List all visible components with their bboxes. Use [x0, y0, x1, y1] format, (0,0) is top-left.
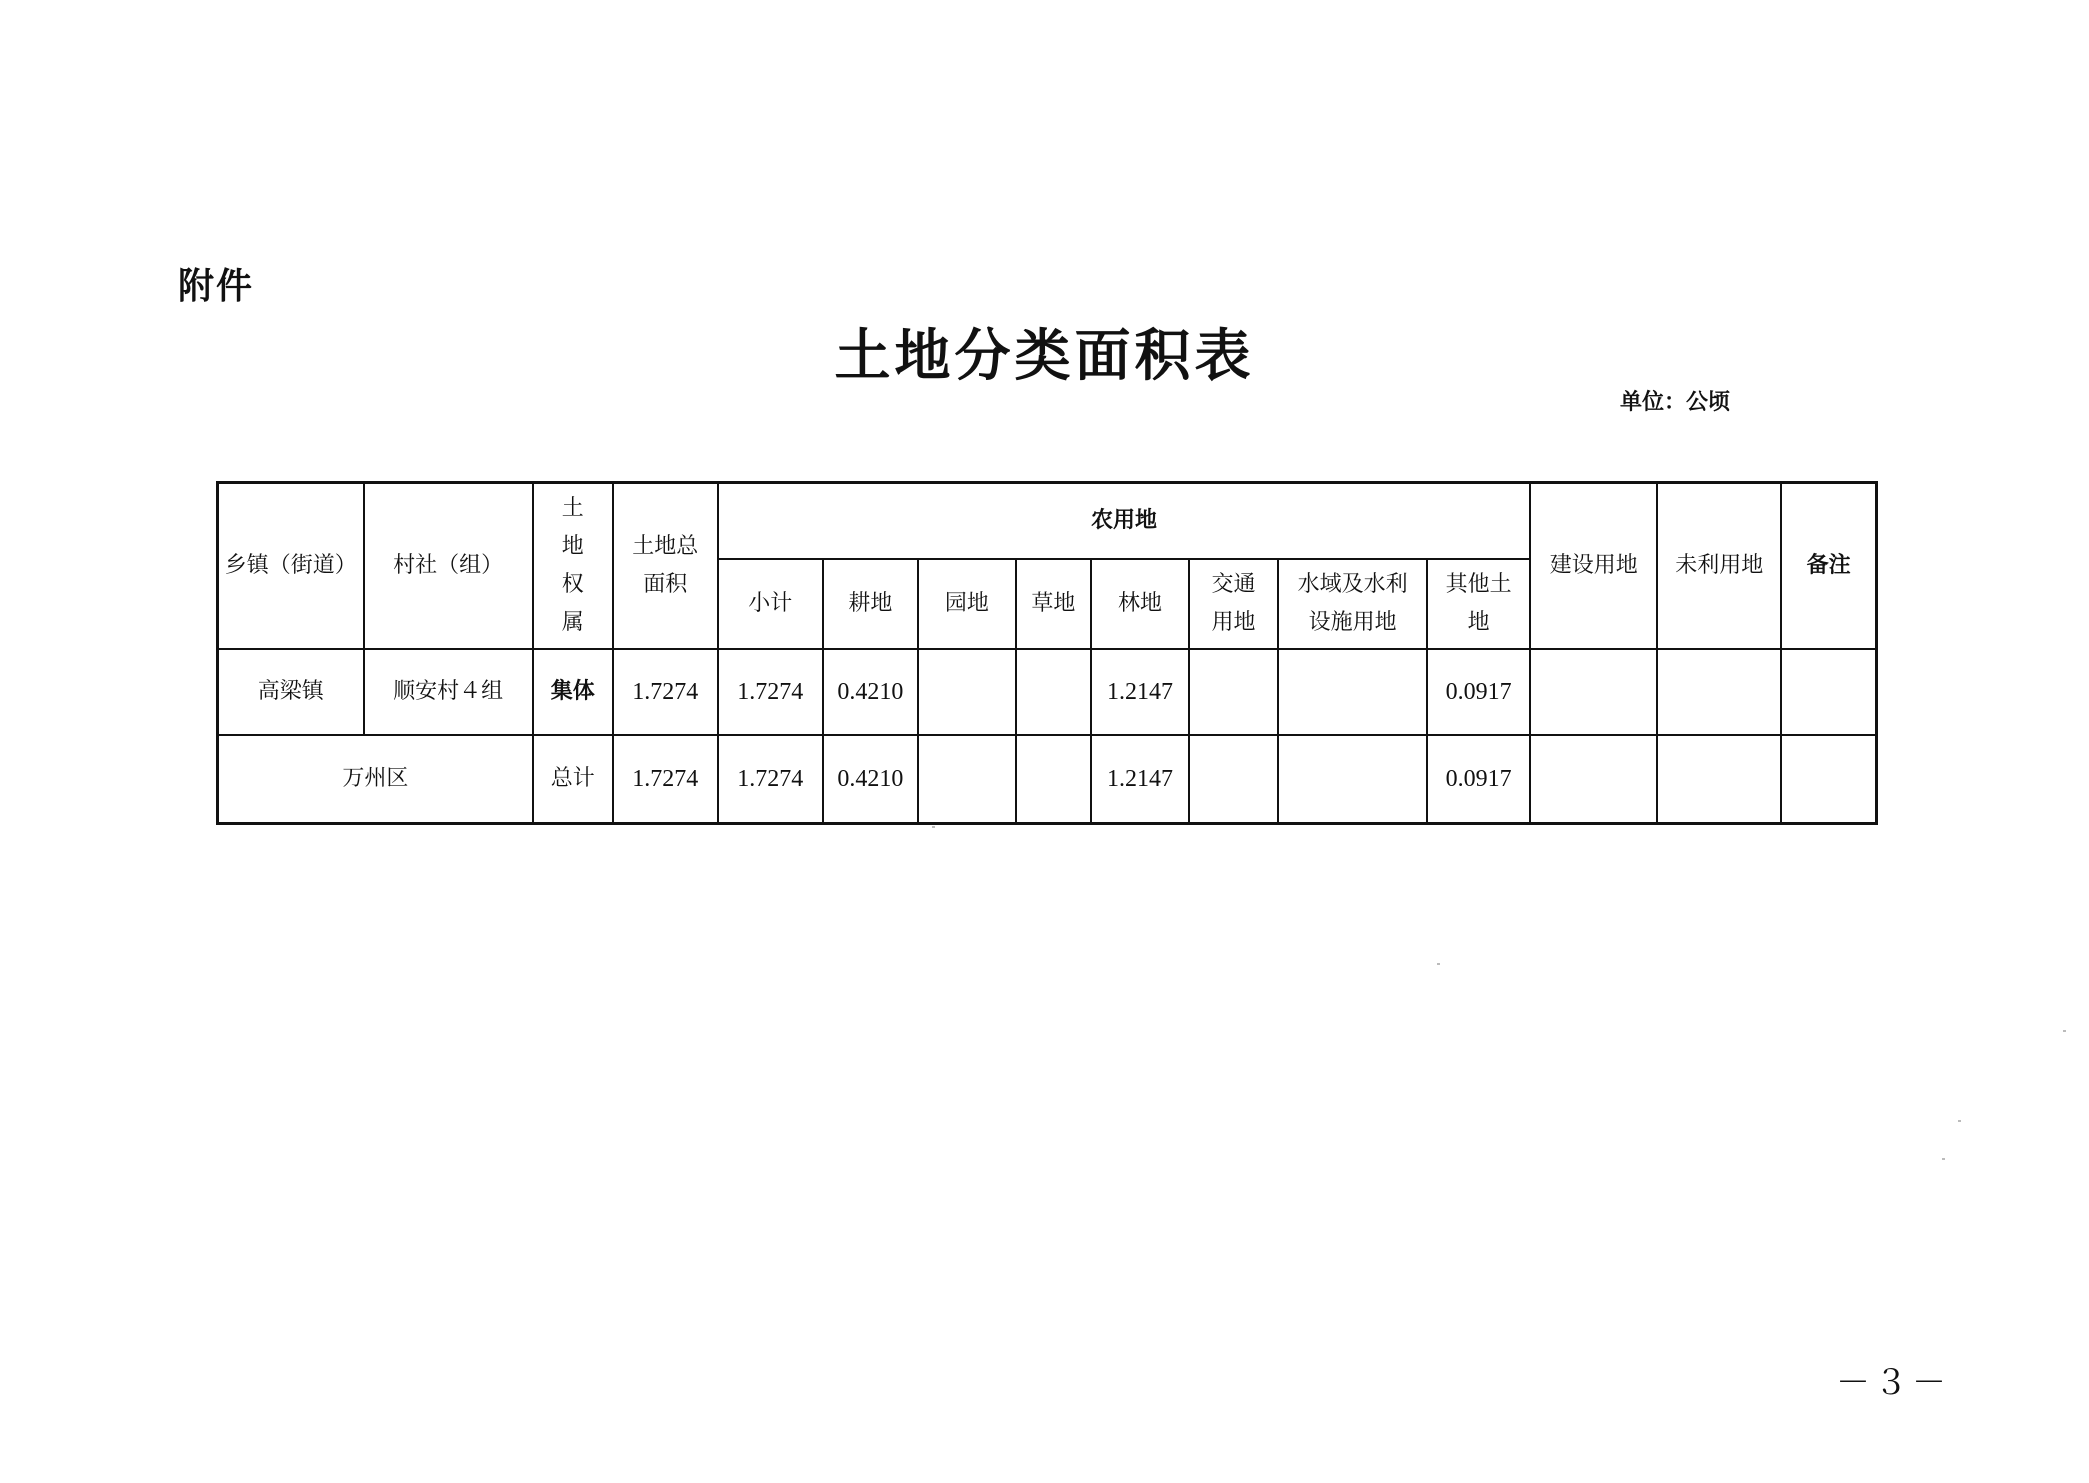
cell-transport	[1189, 649, 1278, 735]
cell-total-total-area: 1.7274	[613, 735, 718, 824]
header-grassland: 草地	[1016, 559, 1091, 649]
cell-total-cultivated: 0.4210	[823, 735, 918, 824]
cell-total-grassland	[1016, 735, 1091, 824]
cell-total-area: 1.7274	[613, 649, 718, 735]
cell-grassland	[1016, 649, 1091, 735]
header-transport: 交通用地	[1189, 559, 1278, 649]
cell-remarks	[1781, 649, 1876, 735]
header-subtotal: 小计	[718, 559, 823, 649]
cell-cultivated: 0.4210	[823, 649, 918, 735]
header-total-area: 土地总面积	[613, 483, 718, 650]
header-forest: 林地	[1091, 559, 1189, 649]
cell-total-subtotal: 1.7274	[718, 735, 823, 824]
cell-ownership: 集体	[533, 649, 613, 735]
cell-total-garden	[918, 735, 1016, 824]
cell-subtotal: 1.7274	[718, 649, 823, 735]
header-village: 村社（组）	[364, 483, 533, 650]
scan-speck	[1942, 1158, 1945, 1160]
land-classification-table	[216, 481, 1878, 825]
cell-total-label: 总计	[533, 735, 613, 824]
cell-village: 顺安村４组	[364, 649, 533, 735]
page-number: －３－	[1836, 1363, 1950, 1403]
header-ownership: 土地权属	[533, 483, 613, 650]
cell-total-forest: 1.2147	[1091, 735, 1189, 824]
header-row-1	[218, 483, 1877, 560]
cell-unused	[1657, 649, 1781, 735]
table-row	[218, 649, 1877, 735]
header-township: 乡镇（街道）	[218, 483, 364, 650]
cell-total-remarks	[1781, 735, 1876, 824]
cell-water	[1278, 649, 1427, 735]
cell-total-water	[1278, 735, 1427, 824]
header-remarks: 备注	[1781, 483, 1876, 650]
scan-speck	[1437, 963, 1440, 965]
cell-total-transport	[1189, 735, 1278, 824]
cell-other: 0.0917	[1427, 649, 1530, 735]
header-cultivated: 耕地	[823, 559, 918, 649]
scan-speck	[1958, 1120, 1961, 1122]
page-title: 土地分类面积表	[834, 323, 1255, 389]
scan-speck	[932, 826, 935, 828]
cell-construction	[1530, 649, 1657, 735]
header-unused: 未利用地	[1657, 483, 1781, 650]
cell-total-unused	[1657, 735, 1781, 824]
cell-district: 万州区	[218, 735, 533, 824]
header-garden: 园地	[918, 559, 1016, 649]
cell-total-construction	[1530, 735, 1657, 824]
total-row	[218, 735, 1877, 824]
cell-garden	[918, 649, 1016, 735]
scan-speck	[2063, 1030, 2066, 1032]
header-other: 其他土地	[1427, 559, 1530, 649]
unit-label: 单位：公顷	[1620, 390, 1731, 415]
attachment-label: 附件	[178, 266, 255, 307]
cell-township: 高梁镇	[218, 649, 364, 735]
cell-forest: 1.2147	[1091, 649, 1189, 735]
header-agricultural: 农用地	[718, 483, 1530, 560]
header-construction: 建设用地	[1530, 483, 1657, 650]
cell-total-other: 0.0917	[1427, 735, 1530, 824]
header-water: 水域及水利设施用地	[1278, 559, 1427, 649]
